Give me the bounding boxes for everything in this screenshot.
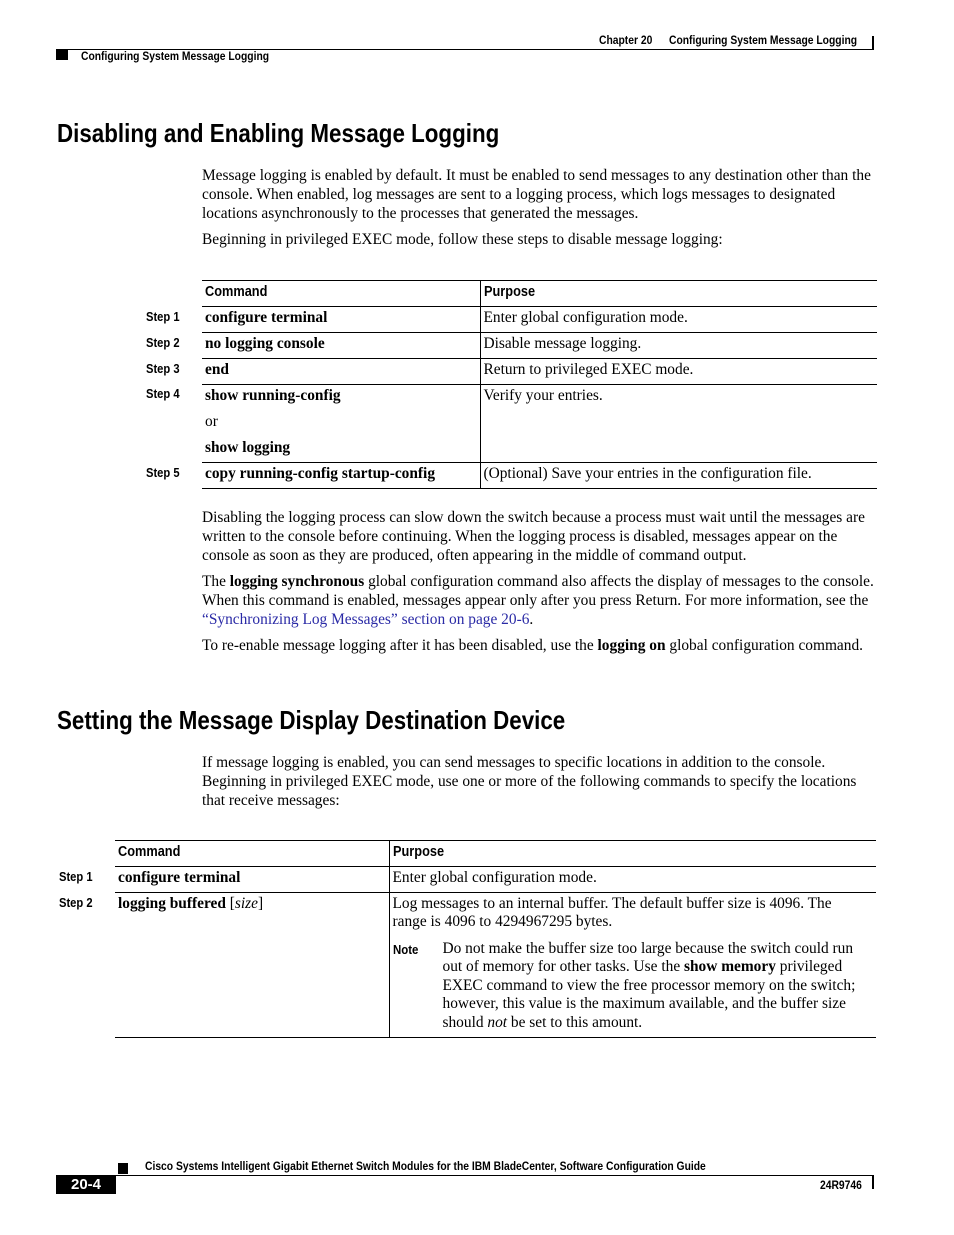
command-text: show running-config [205, 387, 341, 404]
footer-bar [872, 1176, 874, 1189]
paragraph: To re-enable message logging after it has been disabled, use the logging on global configuration command. [202, 637, 863, 654]
column-header-purpose: Purpose [389, 841, 876, 867]
paragraph: Beginning in privileged EXEC mode, follow these steps to disable message logging: [202, 231, 723, 248]
paragraph: If message logging is enabled, you can send messages to specific locations in addition to the console. Beginning in privileged EXEC mode, use one or more of the following commands to specify the locations that receive messages: [202, 754, 857, 809]
table-row [202, 463, 877, 489]
command-text-alt: show logging [205, 439, 291, 456]
table-row [202, 307, 877, 333]
paragraph: Disabling the logging process can slow down the switch because a process must wait until the messages are written to the console before continuing. When the logging process is disabled, messages appear on the console as soon as they are produced, often appearing in the middle of command output. [202, 509, 865, 564]
step-label: Step 1 [146, 309, 180, 324]
command-text: configure terminal [118, 868, 241, 886]
command-text: copy running-config startup-config [205, 465, 436, 482]
or-text: or [205, 413, 218, 430]
section-title-disabling: Disabling and Enabling Message Logging [57, 118, 500, 148]
steps-table-disable [202, 280, 877, 489]
purpose-text: Log messages to an internal buffer. The default buffer size is 4096. The range is 4096 to 4294967295 bytes. [392, 894, 832, 930]
header-chapter: Chapter 20 [599, 33, 653, 47]
step-label: Step 4 [146, 386, 180, 401]
command-text: end [205, 361, 229, 378]
step-label: Step 2 [59, 895, 93, 910]
purpose-text: Return to privileged EXEC mode. [483, 361, 694, 378]
command-text: configure terminal [205, 309, 328, 326]
paragraph: Message logging is enabled by default. It must be enabled to send messages to any destination other than the console. When enabled, log messages are sent to a logging process, which logs messages to designated locations asynchronously to the processes that generated the messages. [202, 167, 871, 222]
purpose-text: Disable message logging. [483, 335, 642, 352]
header-section: Configuring System Message Logging [81, 49, 270, 63]
purpose-text: Enter global configuration mode. [483, 309, 688, 326]
table-row [202, 359, 877, 385]
footer-rule [56, 1175, 874, 1176]
column-header-command: Command [115, 841, 389, 867]
page-number: 20-4 [56, 1176, 116, 1194]
step-label: Step 2 [146, 335, 180, 350]
footer-title: Cisco Systems Intelligent Gigabit Ethernet Switch Modules for the IBM BladeCenter, Software Configuration Guide [145, 1159, 706, 1173]
purpose-text: (Optional) Save your entries in the configuration file. [483, 465, 812, 482]
purpose-text: Enter global configuration mode. [392, 868, 597, 886]
steps-table-destination [115, 840, 876, 1038]
step-label: Step 1 [59, 869, 93, 884]
note-block [393, 940, 869, 1033]
footer-marker [118, 1163, 128, 1174]
doc-number: 24R9746 [820, 1178, 862, 1192]
section-title-destination: Setting the Message Display Destination Device [57, 705, 566, 735]
step-label: Step 5 [146, 465, 180, 480]
table-row [202, 385, 877, 463]
note-label: Note [392, 941, 418, 957]
cross-reference-link[interactable]: “Synchronizing Log Messages” section on page 20-6 [202, 610, 530, 628]
step-label: Step 3 [146, 361, 180, 376]
table-row [115, 866, 876, 892]
command-text: logging buffered [118, 894, 226, 912]
paragraph: The logging synchronous global configuration command also affects the display of messages to the console. When this command is enabled, messages appear only after you press Return. For more information, see the “Synchronizing Log Messages” section on page 20-6. [202, 573, 874, 628]
note-text: Do not make the buffer size too large because the switch could run out of memory for other tasks. Use the show memory privileged EXEC command to view the free processor memory on the switch; however, this value is the maximum available, and the buffer size should not be set to this amount. [442, 939, 856, 1031]
command-text: no logging console [205, 335, 325, 352]
header-chapter-title: Configuring System Message Logging [669, 33, 858, 47]
table-row [202, 333, 877, 359]
column-header-purpose: Purpose [480, 281, 877, 307]
table-row: logging buffered [size] Log messages to an internal buffer. The default buffer size is 4096. The range is 4096 to 4294967295 bytes. Note Do not make the buffer size too large because the switch could run out of memory for other tasks. Use the show memory privileged EXEC command to view the free processor memory on the switch; however, this value is the maximum available, and the buffer size should not be set to this amount. [115, 892, 876, 1037]
column-header-command: Command [202, 281, 480, 307]
header-marker [56, 50, 68, 60]
command-argument: size [234, 894, 258, 912]
purpose-text: Verify your entries. [483, 387, 603, 404]
